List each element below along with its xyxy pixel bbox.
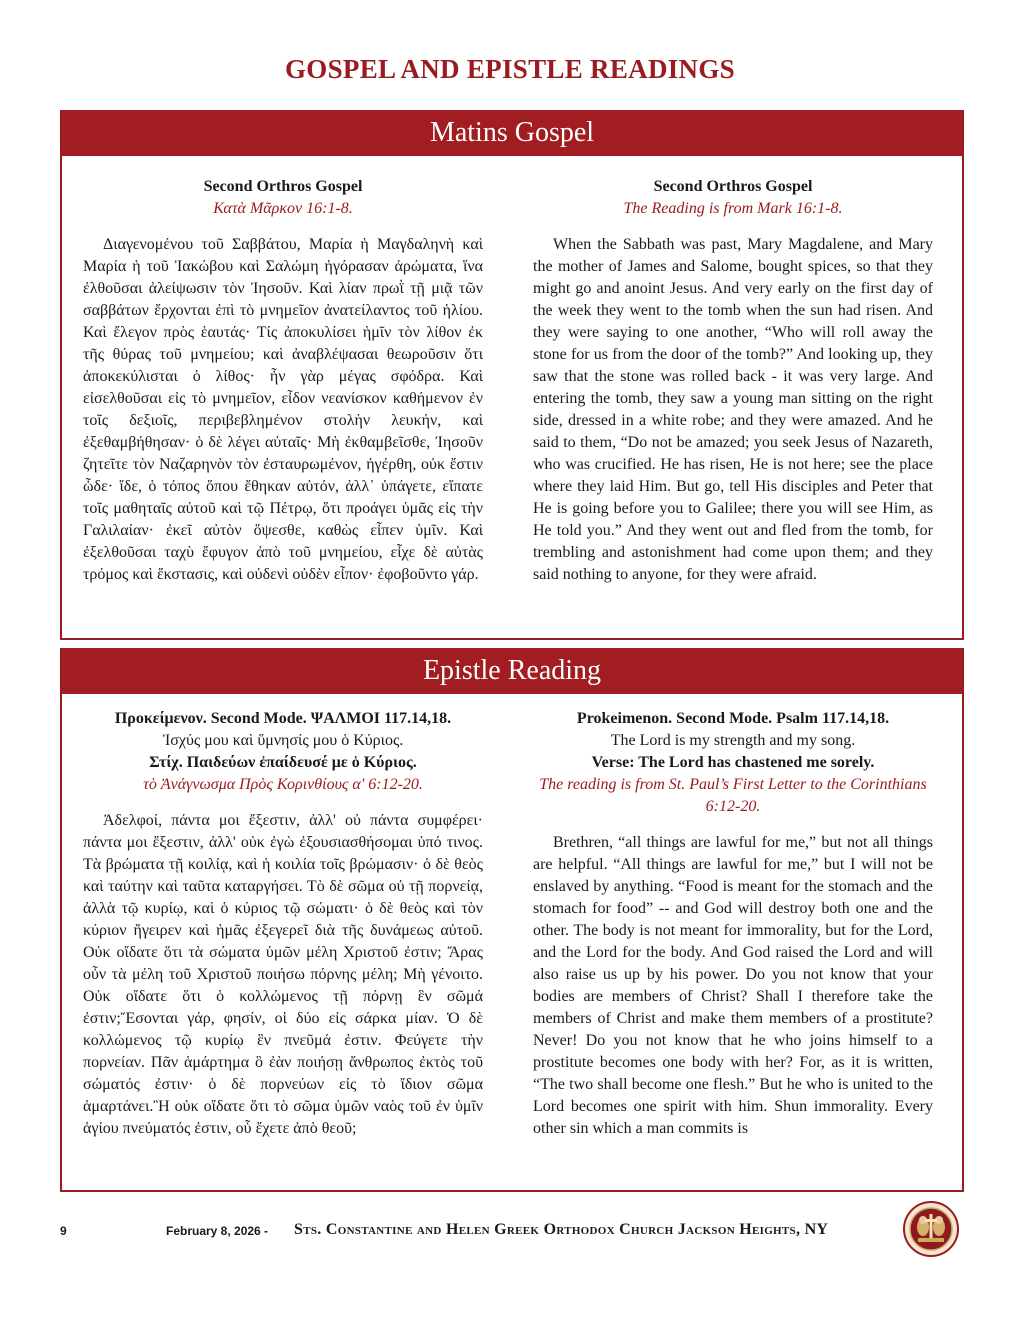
epistle-greek-prokeimenon: Προκείμενον. Second Mode. ΨΑΛΜΟΙ 117.14,18. (114, 710, 452, 727)
matins-english-text: When the Sabbath was past, Mary Magdalene, and Mary the mother of James and Salome, bought spices, so that they might go and anoint Jesus. And very early on the first day of the week they went to the tomb when the sun had risen. And they were saying to one another, “Who will roll away the stone for us from the door of the tomb?” And looking up, they saw that the stone was rolled back - it was very large. And entering the tomb, they saw a young man sitting on the right side, dressed in a white robe; and they were amazed. And he said to them, “Do not be amazed; you seek Jesus of Nazareth, who was crucified. He has risen, He is not here; see the place where they laid Him. But go, tell His disciples and Peter that He is going before you to Galilee; there you will see Him, as He told you.” And they went out and fled from the tomb, for trembling and astonishment had come upon them; and they said nothing to anyone, for they were afraid. (533, 236, 933, 583)
matins-greek-text: Διαγενομένου τοῦ Σαββάτου, Μαρία ἡ Μαγδαληνὴ καὶ Μαρία ἡ τοῦ Ἰακώβου καὶ Σαλώμη ἠγόρασαν ἀρώματα, ἵνα ἐλθοῦσαι ἀλείψωσιν τὸν Ἰησοῦν. Καὶ λίαν πρωῒ τῇ μιᾷ τῶν σαββάτων ἔρχονται ἐπὶ τὸ μνημεῖον ἀνατείλαντος τοῦ ἡλίου. Καὶ ἔλεγον πρὸς ἑαυτάς· Τίς ἀποκυλίσει ἡμῖν τὸν λίθον ἐκ τῆς θύρας τοῦ μνημείου; καὶ ἀναβλέψασαι θεωροῦσιν ὅτι ἀποκεκύλισται ὁ λίθος· ἦν γὰρ μέγας σφόδρα. Καὶ εἰσελθοῦσαι εἰς τὸ μνημεῖον, εἶδον νεανίσκον καθήμενον ἐν τοῖς δεξιοῖς, περιβεβλημένον στολὴν λευκήν, καὶ ἐξεθαμβήθησαν· ὁ δὲ λέγει αὐταῖς· Μὴ ἐκθαμβεῖσθε, Ἰησοῦν ζητεῖτε τὸν Ναζαρηνὸν τὸν ἐσταυρωμένον, ἠγέρθη, οὐκ ἔστιν ὧδε· ἴδε, ὁ τόπος ὅπου ἔθηκαν αὐτόν, ἀλλ᾽ ὑπάγετε, εἴπατε τοῖς μαθηταῖς αὐτοῦ καὶ τῷ Πέτρῳ, ὅτι προάγει ὑμᾶς εἰς τὴν Γαλιλαίαν· ἐκεῖ αὐτὸν ὄψεσθε, καθὼς εἶπεν ὑμῖν. Καὶ ἐξελθοῦσαι ταχὺ ἔφυγον ἀπὸ τοῦ μνημείου, εἶχε δὲ αὐτὰς τρόμος καὶ ἔκστασις, καὶ οὐδενὶ οὐδὲν εἶπον· ἐφοβοῦντο γάρ. (83, 236, 483, 583)
epistle-greek-text: Ἀδελφοί, πάντα μοι ἔξεστιν, ἀλλ' οὐ πάντα συμφέρει· πάντα μοι ἔξεστιν, ἀλλ' οὐκ ἐγὼ ἐξουσιασθήσομαι ὑπό τινος. Τὰ βρώματα τῇ κοιλίᾳ, καὶ ἡ κοιλία τοῖς βρώμασιν· ὁ δὲ θεὸς καὶ ταύτην καὶ ταῦτα καταργήσει. Τὸ δὲ σῶμα οὐ τῇ πορνείᾳ, ἀλλὰ τῷ κυρίῳ, καὶ ὁ κύριος τῷ σώματι· ὁ δὲ θεὸς καὶ τὸν κύριον ἤγειρεν καὶ ἡμᾶς ἐξεγερεῖ διὰ τῆς δυνάμεως αὐτοῦ. Οὐκ οἴδατε ὅτι τὰ σώματα ὑμῶν μέλη Χριστοῦ ἐστιν; Ἄρας οὖν τὰ μέλη τοῦ Χριστοῦ ποιήσω πόρνης μέλη; Μὴ γένοιτο. Οὐκ οἴδατε ὅτι ὁ κολλώμενος τῇ πόρνῃ ἓν σῶμά ἐστιν;Ἔσονται γάρ, φησίν, οἱ δύο εἰς σάρκα μίαν. Ὁ δὲ κολλώμενος τῷ κυρίῳ ἓν πνεῦμά ἐστιν. Φεύγετε τὴν πορνείαν. Πᾶν ἁμάρτημα ὃ ἐὰν ποιήσῃ ἄνθρωπος ἐκτὸς τοῦ σώματός ἐστιν· ὁ δὲ πορνεύων εἰς τὸ ἴδιον σῶμα ἁμαρτάνει.Ἢ οὐκ οἴδατε ὅτι τὸ σῶμα ὑμῶν ναὸς τοῦ ἐν ὑμῖν ἁγίου πνεύματός ἐστιν, οὗ ἔχετε ἀπὸ θεοῦ; (83, 812, 483, 1137)
epistle-english-reference: The reading is from St. Paul’s First Letter to the Corinthians 6:12-20. (539, 776, 927, 815)
epistle-reading-section (60, 648, 964, 1192)
bulletin-date: February 8, 2026 - (166, 1224, 269, 1238)
epistle-english-column (533, 708, 933, 1140)
epistle-reading-banner: Epistle Reading (62, 648, 962, 694)
matins-english-heading: Second Orthros Gospel (653, 178, 813, 195)
matins-greek-column (83, 176, 483, 586)
matins-gospel-section (60, 110, 964, 640)
page-number: 9 (60, 1224, 67, 1238)
epistle-greek-psalm-line: Ἰσχύς μου καὶ ὕμνησίς μου ὁ Κύριος. (162, 732, 404, 749)
matins-english-column (533, 176, 933, 586)
epistle-greek-verse: Στίχ. Παιδεύων ἐπαίδευσέ με ὁ Κύριος. (149, 754, 417, 771)
matins-english-reference: The Reading is from Mark 16:1-8. (623, 200, 843, 217)
page-title: GOSPEL AND EPISTLE READINGS (285, 54, 735, 84)
epistle-english-text: Brethren, “all things are lawful for me,” but not all things are helpful. “All things are lawful for me,” but I will not be enslaved by anything. “Food is meant for the stomach and the stomach for food” -- and God will destroy both one and the other. The body is not meant for immorality, but for the Lord, and the Lord for the body. And God raised the Lord and will also raise us up by his power. Do you not know that your bodies are members of Christ? Shall I therefore take the members of Christ and make them members of a prostitute? Never! Do you not know that he who joins himself to a prostitute becomes one body with her? For, as it is written, “The two shall become one flesh.” But he who is united to the Lord becomes one spirit with him. Shun immorality. Every other sin which a man commits is (533, 834, 933, 1137)
epistle-english-verse: Verse: The Lord has chastened me sorely. (591, 754, 875, 771)
matins-greek-heading: Second Orthros Gospel (203, 178, 363, 195)
page-footer (0, 1220, 1020, 1260)
epistle-greek-reference: τὸ Ἀνάγνωσμα Πρὸς Κορινθίους α' 6:12-20. (143, 776, 423, 793)
church-name: Sts. Constantine and Helen Greek Orthodox Church Jackson Heights, NY (294, 1221, 829, 1238)
matins-gospel-banner: Matins Gospel (62, 110, 962, 156)
church-seal-icon (902, 1200, 960, 1258)
epistle-english-prokeimenon: Prokeimenon. Second Mode. Psalm 117.14,18. (576, 710, 890, 727)
epistle-english-psalm-line: The Lord is my strength and my song. (610, 732, 856, 749)
matins-greek-reference: Κατὰ Μᾶρκον 16:1-8. (213, 200, 353, 217)
epistle-greek-column (83, 708, 483, 1140)
